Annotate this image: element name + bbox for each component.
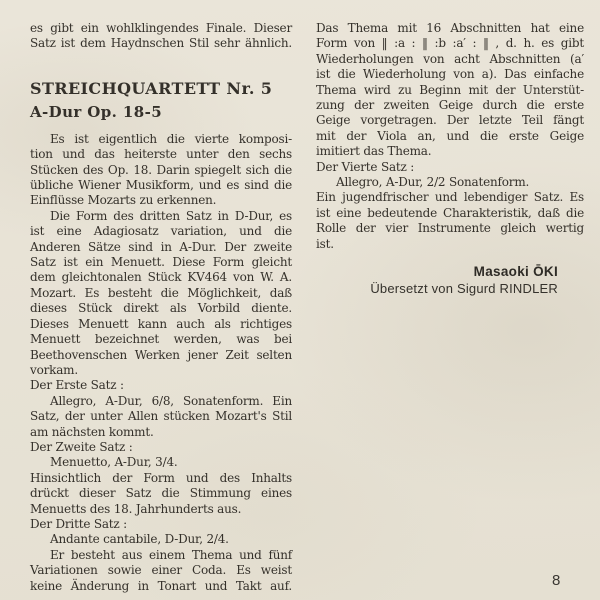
- text-line: Menuett bezeichnet werden, was bei: [30, 332, 292, 347]
- text-line: Menuetts des 18. Jahrhunderts aus.: [30, 501, 242, 516]
- translator-credit: Übersetzt von Sigurd RINDLER: [370, 281, 558, 297]
- text-line: Variationen sowie einer Coda. Es weist: [30, 563, 292, 578]
- text-line: Das Thema mit 16 Abschnitten hat eine: [316, 21, 584, 35]
- text-line: Anderen Sätze sind in A-Dur. Der zweite: [30, 239, 292, 254]
- credits: [316, 264, 584, 297]
- text-line: dem gleichtonalen Stück KV464 von W. A.: [30, 270, 292, 285]
- text-line: Geige vorgetragen. Der letzte Teil fängt: [316, 113, 584, 128]
- text-line: Der Dritte Satz :: [30, 516, 128, 531]
- text-line: Rolle der vier Instrumente gleich wertig: [316, 221, 584, 236]
- text-line: zung der zweiten Geige durch die erste: [316, 98, 584, 113]
- paragraph: [30, 209, 292, 378]
- left-column: [30, 21, 292, 594]
- page-number: 8: [552, 572, 561, 589]
- text-line: Satz ist dem Haydnschen Stil sehr ähnlich.: [30, 36, 292, 51]
- text-line: ist eine Adagiosatz variation, und die: [30, 224, 292, 239]
- paragraph: [316, 175, 584, 190]
- paragraph: [30, 378, 292, 393]
- paragraph: [30, 394, 292, 440]
- text-line: Ein jugendfrischer und lebendiger Satz. Es: [316, 190, 584, 205]
- text-line: Stücken des Op. 18. Darin spiegelt sich die: [30, 162, 292, 177]
- text-line: Mozart. Es besteht die Möglichkeit, daß: [30, 285, 292, 300]
- text-line: Der Erste Satz :: [30, 378, 124, 393]
- paragraph: [30, 471, 292, 517]
- text-line: Wiederholungen von acht Abschnitten (a′: [316, 51, 584, 66]
- text-line: tion und das heiterste unter den sechs: [30, 147, 292, 162]
- paragraph: [316, 190, 584, 252]
- text-line: Die Form des dritten Satz in D-Dur, es: [50, 208, 292, 223]
- paragraph: [316, 21, 584, 160]
- text-line: Dieses Menuett kann auch als richtiges: [30, 316, 292, 331]
- text-line: es gibt ein wohlklingendes Finale. Dieser: [30, 21, 292, 35]
- text-line: Satz ist ein Menuett. Diese Form gleicht: [30, 255, 292, 270]
- text-line: Einflüsse Mozarts zu erkennen.: [30, 193, 217, 208]
- text-line: ist eine bedeutende Charakteristik, daß die: [316, 205, 584, 220]
- text-line: Allegro, A-Dur, 2/2 Sonatenform.: [336, 175, 530, 190]
- text-line: Thema wird zu Beginn mit der Unterstüt-: [316, 82, 584, 97]
- text-line: Der Zweite Satz :: [30, 439, 133, 454]
- text-line: übliche Wiener Musikform, und es sind die: [30, 178, 292, 193]
- text-line: ist.: [316, 236, 334, 251]
- text-line: Beethovenschen Werken jener Zeit selten: [30, 347, 292, 362]
- spacer: [30, 52, 292, 79]
- paragraph: [30, 548, 292, 594]
- text-line: drückt dieser Satz die Stimmung eines: [30, 486, 292, 501]
- right-column: [316, 21, 584, 297]
- section-heading: STREICHQUARTETT Nr. 5: [30, 78, 273, 98]
- paragraph: [30, 132, 292, 209]
- author-name: Masaoki ŌKI: [473, 264, 558, 280]
- paragraph: [316, 160, 584, 175]
- text-line: vorkam.: [30, 362, 78, 377]
- text-line: Es ist eigentlich die vierte komposi-: [50, 131, 292, 146]
- text-line: keine Änderung in Tonart und Takt auf.: [30, 578, 292, 593]
- text-line: Form von ‖ :a : ‖ :b :a′ : ‖ , d. h. es gibt: [316, 36, 584, 51]
- text-line: dieses Stück direkt als Vorbild diente.: [30, 301, 292, 316]
- text-line: imitiert das Thema.: [316, 144, 432, 159]
- text-line: Satz, der unter Allen stücken Mozart's Stil: [30, 409, 292, 424]
- text-line: Der Vierte Satz :: [316, 159, 415, 174]
- paragraph: [30, 532, 292, 547]
- text-line: am nächsten kommt.: [30, 424, 154, 439]
- text-line: Allegro, A-Dur, 6/8, Sonatenform. Ein: [50, 393, 292, 408]
- text-line: Andante cantabile, D-Dur, 2/4.: [50, 532, 229, 547]
- text-line: Er besteht aus einem Thema und fünf: [50, 547, 292, 562]
- text-line: Hinsichtlich der Form und des Inhalts: [30, 470, 292, 485]
- text-line: Menuetto, A-Dur, 3/4.: [50, 455, 178, 470]
- section-subheading: A-Dur Op. 18-5: [30, 102, 163, 121]
- text-line: ist die Wiederholung von a). Das einfache: [316, 67, 584, 82]
- paragraph: [30, 455, 292, 470]
- text-line: mit der Viola an, und die erste Geige: [316, 128, 584, 143]
- paragraph: [30, 440, 292, 455]
- paragraph: [30, 21, 292, 52]
- paragraph: [30, 517, 292, 532]
